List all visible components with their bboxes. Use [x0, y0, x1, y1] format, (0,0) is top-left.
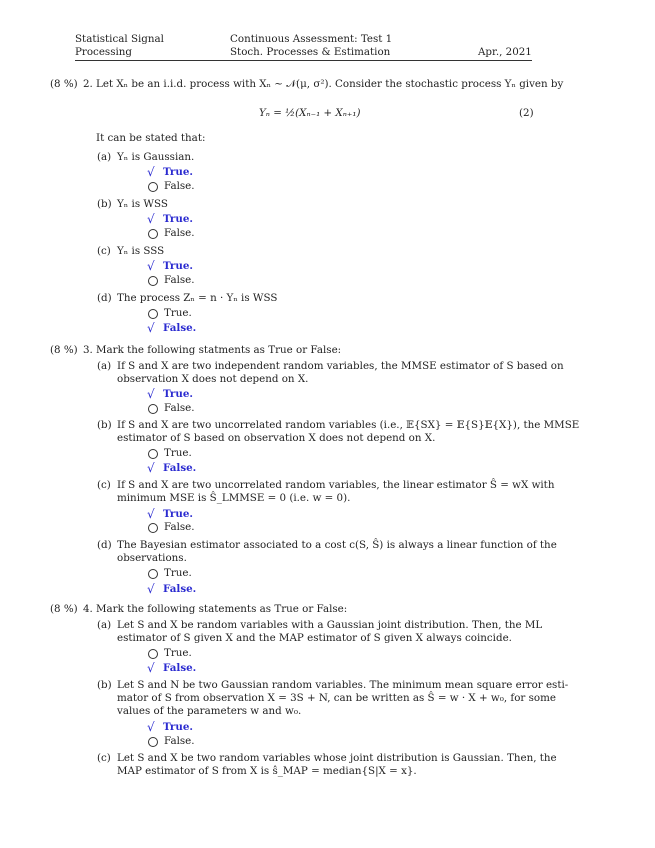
q4a-option-true[interactable]: True. — [147, 647, 192, 660]
q2b-option-false[interactable]: False. — [147, 227, 195, 240]
q4b-line2: mator of S from observation X = 3S + N, can be written as Ŝ = w · X + w₀, for some — [117, 692, 556, 704]
check-icon: √ — [147, 259, 155, 273]
test-date: Apr., 2021 — [478, 46, 532, 58]
q3d-label: (d) — [97, 539, 112, 551]
check-icon: √ — [147, 720, 155, 734]
q3b-label: (b) — [97, 419, 112, 431]
q2a-option-false[interactable]: False. — [147, 180, 195, 193]
radio-icon — [148, 649, 158, 659]
q2-eq-number: (2) — [519, 107, 534, 119]
q3-intro: Mark the following statments as True or False: — [96, 344, 342, 356]
q3d-option-false[interactable]: √ False. — [147, 582, 197, 596]
q3a-label: (a) — [97, 360, 112, 372]
q2c-label: (c) — [97, 245, 111, 257]
q2b-option-true[interactable]: √ True. — [147, 212, 193, 226]
check-icon: √ — [147, 461, 155, 475]
q4a-line1: Let S and X be random variables with a Gaussian joint distribution. Then, the ML — [117, 619, 543, 631]
q3d-line1: The Bayesian estimator associated to a cost c(S, Ŝ) is always a linear function of the — [117, 539, 557, 551]
check-icon: √ — [147, 321, 155, 335]
q2b-label: (b) — [97, 198, 112, 210]
radio-icon — [148, 276, 158, 286]
q3b-option-false[interactable]: √ False. — [147, 461, 197, 475]
q3b-line2: estimator of S based on observation X does not depend on X. — [117, 432, 436, 444]
radio-icon — [148, 449, 158, 459]
radio-icon — [148, 229, 158, 239]
q4c-line2: MAP estimator of S from X is ŝ_MAP = median{S|X = x}. — [117, 765, 417, 777]
q3d-option-true[interactable]: True. — [147, 567, 192, 580]
q4b-label: (b) — [97, 679, 112, 691]
q4-number: 4. — [83, 603, 93, 615]
q3a-option-true[interactable]: √ True. — [147, 387, 193, 401]
q2c-text: Yₙ is SSS — [117, 245, 165, 257]
q3b-option-true[interactable]: True. — [147, 447, 192, 460]
radio-icon — [148, 569, 158, 579]
radio-icon — [148, 523, 158, 533]
q2-equation: Yₙ = ½(Xₙ₋₁ + Xₙ₊₁) — [259, 107, 361, 119]
q4b-line3: values of the parameters w and w₀. — [117, 705, 302, 717]
q3b-line1: If S and X are two uncorrelated random variables (i.e., 𝔼{SX} = 𝔼{S}𝔼{X}), the MMSE — [117, 419, 580, 431]
test-title: Continuous Assessment: Test 1 Stoch. Processes & Estimation — [230, 33, 393, 59]
check-icon: √ — [147, 582, 155, 596]
q3-points: (8 %) — [50, 344, 78, 356]
header-rule — [75, 60, 532, 61]
radio-icon — [148, 182, 158, 192]
q4a-line2: estimator of S given X and the MAP estimator of S given X always coincide. — [117, 632, 512, 644]
q3c-line2: minimum MSE is Ŝ_LMMSE = 0 (i.e. w = 0). — [117, 492, 351, 504]
q2-points: (8 %) — [50, 78, 78, 90]
q3c-line1: If S and X are two uncorrelated random variables, the linear estimator Ŝ = wX with — [117, 479, 555, 491]
q4b-option-false[interactable]: False. — [147, 735, 195, 748]
q3c-option-true[interactable]: √ True. — [147, 507, 193, 521]
q3c-option-false[interactable]: False. — [147, 521, 195, 534]
q4a-label: (a) — [97, 619, 112, 631]
radio-icon — [148, 309, 158, 319]
q2a-text: Yₙ is Gaussian. — [117, 151, 195, 163]
radio-icon — [148, 404, 158, 414]
radio-icon — [148, 737, 158, 747]
check-icon: √ — [147, 507, 155, 521]
q2a-option-true[interactable]: √ True. — [147, 165, 193, 179]
q4b-line1: Let S and N be two Gaussian random variables. The minimum mean square error esti- — [117, 679, 569, 691]
q3a-line2: observation X does not depend on X. — [117, 373, 309, 385]
check-icon: √ — [147, 165, 155, 179]
q2a-label: (a) — [97, 151, 112, 163]
q2b-text: Yₙ is WSS — [117, 198, 168, 210]
q4c-label: (c) — [97, 752, 111, 764]
q2c-option-true[interactable]: √ True. — [147, 259, 193, 273]
check-icon: √ — [147, 661, 155, 675]
q2d-label: (d) — [97, 292, 112, 304]
q2d-option-false[interactable]: √ False. — [147, 321, 197, 335]
q2c-option-false[interactable]: False. — [147, 274, 195, 287]
q3d-line2: observations. — [117, 552, 187, 564]
q3c-label: (c) — [97, 479, 111, 491]
q3a-option-false[interactable]: False. — [147, 402, 195, 415]
check-icon: √ — [147, 387, 155, 401]
q3a-line1: If S and X are two independent random variables, the MMSE estimator of S based on — [117, 360, 564, 372]
q4c-line1: Let S and X be two random variables whose joint distribution is Gaussian. Then, the — [117, 752, 557, 764]
q3-number: 3. — [83, 344, 93, 356]
q4a-option-false[interactable]: √ False. — [147, 661, 197, 675]
q4-intro: Mark the following statements as True or False: — [96, 603, 348, 615]
q2d-text: The process Zₙ = n · Yₙ is WSS — [117, 292, 278, 304]
q2-number: 2. — [83, 78, 93, 90]
q2-stated: It can be stated that: — [96, 132, 206, 144]
q4-points: (8 %) — [50, 603, 78, 615]
q2-intro: Let Xₙ be an i.i.d. process with Xₙ ∼ 𝒩(μ, σ²). Consider the stochastic process Yₙ given by — [96, 78, 564, 90]
check-icon: √ — [147, 212, 155, 226]
q4b-option-true[interactable]: √ True. — [147, 720, 193, 734]
course-title: Statistical Signal Processing — [75, 33, 164, 59]
q2d-option-true[interactable]: True. — [147, 307, 192, 320]
